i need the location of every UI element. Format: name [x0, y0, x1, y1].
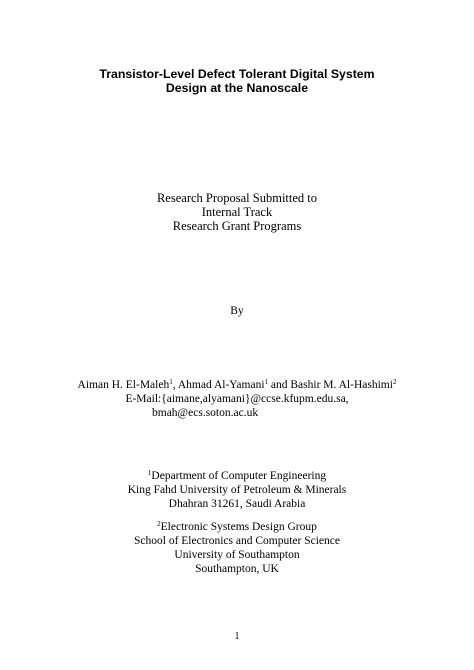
affiliation-1-line-1 — [0, 469, 474, 483]
affiliation-2-line-1 — [0, 520, 474, 534]
affiliation-1-department: Department of Computer Engineering — [151, 470, 327, 482]
affiliation-1-line-2: King Fahd University of Petroleum & Minerals — [127, 484, 347, 496]
author-2-name: Ahmad Al-Yamani — [177, 379, 265, 391]
proposal-line-2: Internal Track — [201, 205, 273, 219]
proposal-line-3: Research Grant Programs — [172, 219, 302, 233]
author-2-affiliation-mark: 1 — [264, 378, 269, 386]
affiliation-2-mark: 2 — [157, 520, 161, 528]
by-label: By — [230, 305, 244, 317]
email-line-2: bmah@ecs.soton.ac.uk — [152, 407, 259, 419]
affiliation-2-line-2: School of Electronics and Computer Science — [134, 535, 340, 547]
email-line-1: E-Mail:{aimane,alyamani}@ccse.kfupm.edu.sa, — [125, 393, 349, 405]
affiliation-1-line-3: Dhahran 31261, Saudi Arabia — [168, 498, 306, 510]
author-separator-2: and — [268, 379, 291, 391]
page-number: 1 — [234, 631, 240, 642]
affiliation-2-line-3: University of Southampton — [174, 549, 300, 561]
author-3-name: Bashir M. Al-Hashimi — [290, 379, 393, 391]
author-1-affiliation-mark: 1 — [169, 378, 173, 386]
author-1-name: Aiman H. El-Maleh — [77, 379, 170, 391]
author-3-affiliation-mark: 2 — [392, 378, 397, 386]
affiliation-1-mark: 1 — [147, 469, 152, 477]
authors-line — [0, 378, 474, 392]
title-line-1: Transistor-Level Defect Tolerant Digital System — [99, 67, 375, 81]
title-line-2: Design at the Nanoscale — [165, 81, 309, 95]
author-separator-1: , — [172, 379, 178, 391]
proposal-line-1: Research Proposal Submitted to — [156, 191, 318, 205]
affiliation-2-group: Electronic Systems Design Group — [160, 521, 317, 533]
affiliation-2-line-4: Southampton, UK — [195, 563, 279, 575]
